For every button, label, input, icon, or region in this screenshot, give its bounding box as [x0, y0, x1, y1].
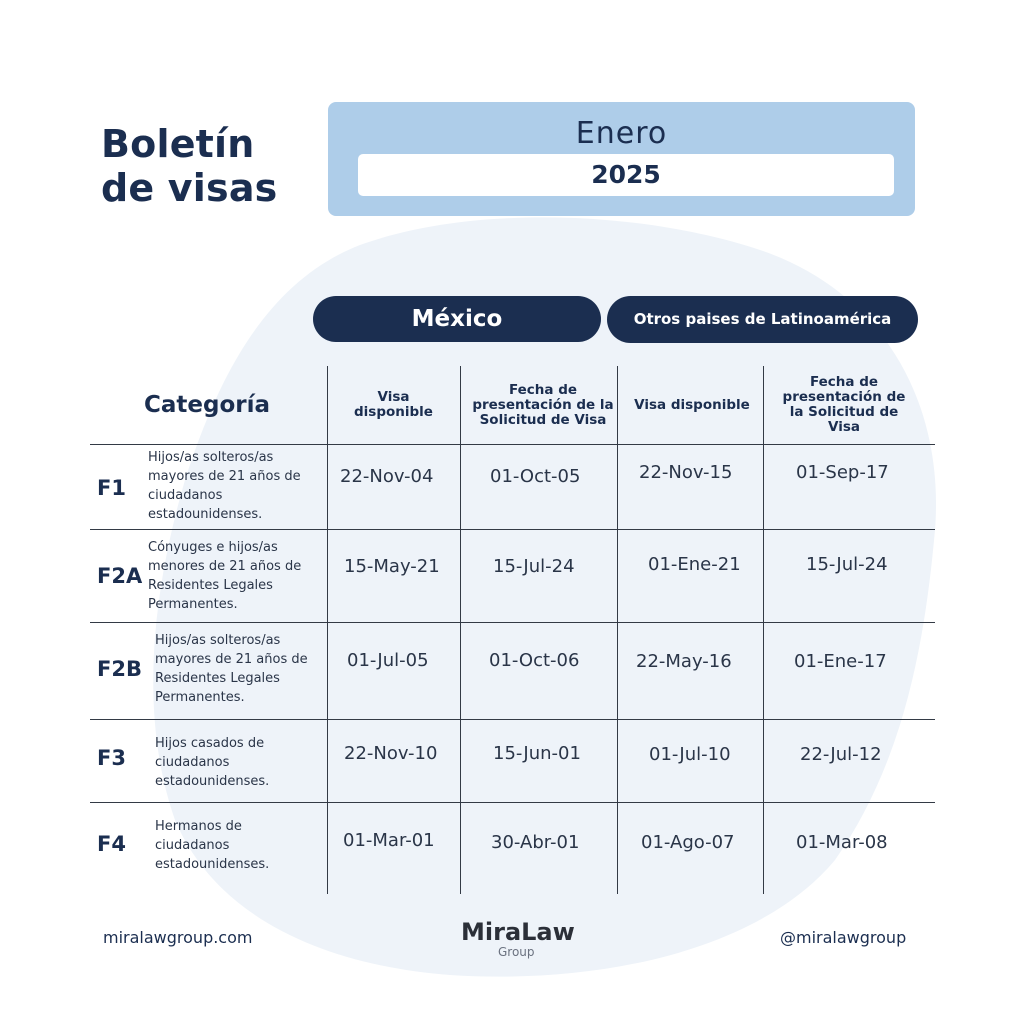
column-divider: [460, 366, 461, 894]
date-card: [328, 102, 915, 216]
cell-latam-visa: 22-Nov-15: [639, 462, 733, 483]
row-code: F2A: [97, 564, 143, 588]
header-latam-fecha: Fecha de presentación de la Solicitud de Visa: [782, 374, 906, 435]
cell-mx-visa: 15-May-21: [344, 556, 440, 577]
header-latam-visa: Visa disponible: [634, 396, 750, 413]
group-mexico: México: [313, 296, 601, 342]
row-code: F3: [97, 746, 126, 770]
header-mx-visa: Visa disponible: [354, 389, 433, 420]
title-line-1: Boletín: [101, 122, 255, 166]
column-divider: [327, 366, 328, 894]
row-code: F1: [97, 476, 126, 500]
cell-mx-fecha: 30-Abr-01: [491, 832, 580, 853]
row-description: Hijos casados de ciudadanos estadounidenses.: [155, 736, 270, 789]
row-divider: [90, 444, 935, 445]
cell-mx-visa: 01-Jul-05: [347, 650, 429, 671]
cell-latam-fecha: 01-Sep-17: [796, 462, 889, 483]
cell-latam-visa: 01-Ene-21: [648, 554, 741, 575]
column-divider: [763, 366, 764, 894]
header-category: Categoría: [144, 392, 271, 418]
page-title: [101, 122, 277, 210]
title-line-2: de visas: [101, 166, 278, 210]
cell-mx-fecha: 15-Jul-24: [493, 556, 575, 577]
social-handle[interactable]: @miralawgroup: [780, 928, 907, 947]
logo-subtitle: Group: [498, 945, 535, 959]
cell-latam-fecha: 01-Mar-08: [796, 832, 888, 853]
row-description: Hermanos de ciudadanos estadounidenses.: [155, 819, 270, 872]
row-code: F2B: [97, 657, 142, 681]
row-description: Hijos/as solteros/as mayores de 21 años de Residentes Legales Permanentes.: [155, 633, 308, 705]
year-label: 2025: [358, 154, 894, 196]
cell-mx-fecha: 15-Jun-01: [493, 743, 581, 764]
column-divider: [617, 366, 618, 894]
row-description: Hijos/as solteros/as mayores de 21 años de ciudadanos estadounidenses.: [148, 450, 301, 522]
cell-mx-fecha: 01-Oct-05: [490, 466, 581, 487]
row-divider: [90, 719, 935, 720]
cell-latam-visa: 01-Jul-10: [649, 744, 731, 765]
cell-mx-visa: 22-Nov-10: [344, 743, 438, 764]
cell-mx-visa: 22-Nov-04: [340, 466, 434, 487]
row-divider: [90, 529, 935, 530]
row-description: Cónyuges e hijos/as menores de 21 años de Residentes Legales Permanentes.: [148, 540, 302, 612]
website-link[interactable]: miralawgroup.com: [103, 928, 253, 947]
cell-latam-fecha: 22-Jul-12: [800, 744, 882, 765]
logo: MiraLaw: [461, 918, 575, 946]
header-mx-fecha: Fecha de presentación de la Solicitud de Visa: [472, 381, 614, 428]
cell-mx-fecha: 01-Oct-06: [489, 650, 580, 671]
row-divider: [90, 622, 935, 623]
cell-latam-visa: 01-Ago-07: [641, 832, 735, 853]
cell-mx-visa: 01-Mar-01: [343, 830, 435, 851]
row-divider: [90, 802, 935, 803]
cell-latam-fecha: 01-Ene-17: [794, 651, 887, 672]
cell-latam-visa: 22-May-16: [636, 651, 732, 672]
row-code: F4: [97, 832, 126, 856]
month-label: Enero: [575, 116, 668, 151]
cell-latam-fecha: 15-Jul-24: [806, 554, 888, 575]
group-latam: Otros paises de Latinoamérica: [607, 296, 918, 343]
